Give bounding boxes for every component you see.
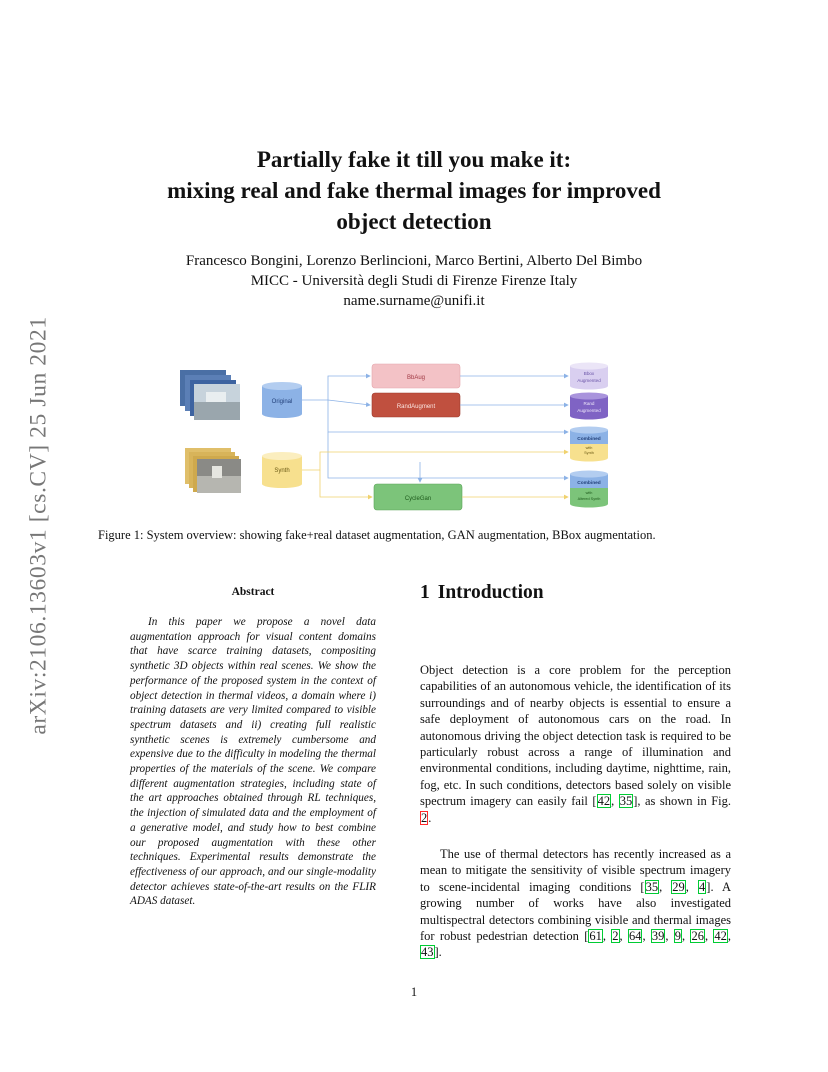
section-heading-introduction (420, 582, 544, 604)
intro-paragraph-2: The use of thermal detectors has recently increased as a mean to mitigate the sensitivity of visible spectrum imagery to scene-incidental imaging conditions [35, 29, 4]. A growing number of works have also investigated multispectral detectors combining visible and thermal images for robust pedestrian detection [61, 2, 64, 39, 9, 26, 42, 43]. (420, 847, 732, 960)
intro-p2-text: The use of thermal detectors has recently increased as a mean to mitigate the sensitivity of visible spectrum imagery to scene-incidental imaging conditions (420, 847, 731, 894)
randaugment-label: RandAugment (396, 404, 436, 410)
citation-group-1: 35, 29, 4 (645, 879, 706, 894)
citation-link[interactable]: 35 (619, 794, 633, 809)
figure-ref-link[interactable]: 2 (421, 810, 428, 825)
title-line-3: object detection (336, 209, 492, 234)
original-connectors (302, 376, 568, 478)
bbaug-box (372, 364, 460, 388)
combined-synth-dataset (570, 427, 608, 462)
citation-link[interactable]: 43 (421, 945, 434, 960)
randaugment-box (372, 393, 460, 417)
citation-link[interactable]: 29 (672, 879, 685, 894)
cyclegan-box (374, 484, 462, 510)
figure-caption: Figure 1: System overview: showing fake+real dataset augmentation, GAN augmentation, BBox augmentation. (98, 528, 656, 542)
combined-altered-dataset (570, 471, 608, 508)
citation-link[interactable]: 42 (714, 929, 727, 944)
original-dataset (262, 382, 302, 418)
title-line-1: Partially fake it till you make it: (256, 147, 572, 172)
abstract-text: In this paper we propose a novel data augmentation approach for visual content domains that have scarce training datasets, compositing synthetic 3D objects within real scenes. We show the performance of the proposed system in the context of object detection in thermal videos, a domain where i) training datasets are very limited compared to visible spectrum datasets and ii) creating full realistic synthetic scenes is extremely cumbersome and expensive due to the difficulty in modeling the thermal properties of the materials of the scene. We compare different augmentation strategies, including state of the art approaches obtained through RL techniques, the injection of simulated data and the employment of a generative model, and study how to best combine our proposed augmentation with these other techniques. Experimental results demonstrate the effectiveness of our approach, and our single-modality detector achieves state-of-the-art results on the FLIR ADAS dataset. (130, 616, 376, 908)
paper-title (100, 144, 728, 237)
citation-group-2: 61, 2, 64, 39, 9, 26, 42, 43 (421, 929, 732, 960)
citation-link[interactable]: 39 (651, 929, 665, 944)
intro-p2-text-b: . A growing number of works have also investigated multispectral detectors combining visible and thermal images for robust pedestrian detection (420, 879, 732, 944)
original-label: Original (271, 399, 293, 405)
citation-link[interactable]: 9 (674, 929, 682, 944)
original-image-stack (180, 370, 240, 420)
bbox-augmented-line1: Bbox (583, 371, 595, 376)
citation-link[interactable]: 42 (597, 794, 611, 809)
bbox-augmented-line2: Augmented (577, 378, 601, 383)
combined-synth-sub1: with (585, 446, 593, 450)
synth-label: Synth (274, 468, 290, 474)
citation-link[interactable]: 35 (645, 879, 659, 894)
intro-p1-text: Object detection is a core problem for the perception capabilities of an autonomous vehicle, the identification of its surroundings and of nearby objects is essential to ensure a safe deployment of autonomous cars on the road. In autonomous driving the object detection task is required to be particularly robust across a range of illumination and environmental conditions, including daytime, nighttime, rain, fog, etc. In such conditions, detectors based solely on visible spectrum imagery can easily fail (420, 663, 731, 809)
section-title: Introduction (437, 582, 544, 603)
bbox-augmented-dataset (570, 363, 608, 390)
intro-paragraph-1: Object detection is a core problem for the perception capabilities of an autonomous vehicle, the identification of its surroundings and of nearby objects is essential to ensure a safe deployment of autonomous cars on the road. In autonomous driving the object detection task is required to be particularly robust across a range of illumination and environmental conditions, including daytime, nighttime, rain, fog, etc. In such conditions, detectors based solely on visible spectrum imagery can easily fail [42, 35], as shown in Fig. 2. (420, 663, 732, 825)
combined-altered-label: Combined (577, 481, 601, 486)
arxiv-stamp-text: arXiv:2106.13603v1 [cs.CV] 25 Jun 2021 (25, 315, 52, 735)
author-affiliation: MICC - Università degli Studi di Firenze Firenze Italy (250, 273, 578, 289)
page-number: 1 (410, 985, 418, 999)
author-block (100, 251, 728, 311)
citation-link[interactable]: 26 (691, 929, 704, 944)
intro-p1-mid: , as shown in Fig. (637, 794, 732, 809)
author-names: Francesco Bongini, Lorenzo Berlincioni, Marco Bertini, Alberto Del Bimbo (185, 253, 643, 269)
system-overview-figure (178, 358, 618, 518)
combined-altered-sub2: Altered Synth (577, 497, 601, 501)
citation-link[interactable]: 4 (699, 879, 706, 894)
synth-image-stack (185, 448, 241, 493)
cyclegan-label: CycleGan (404, 496, 432, 502)
rand-augmented-dataset (570, 393, 608, 420)
combined-synth-label: Combined (577, 437, 601, 442)
title-line-2: mixing real and fake thermal images for improved (167, 178, 661, 203)
rand-augmented-line2: Augmented (577, 408, 601, 413)
author-email: name.surname@unifi.it (343, 293, 485, 309)
abstract-body (130, 615, 376, 909)
citation-link[interactable]: 2 (612, 929, 619, 944)
citation-link[interactable]: 64 (628, 929, 642, 944)
rand-augmented-line1: Rand (583, 401, 595, 406)
abstract-heading: Abstract (231, 586, 275, 598)
synth-dataset (262, 452, 302, 488)
arxiv-stamp (14, 290, 64, 760)
section-number: 1 (420, 582, 430, 603)
citation-link[interactable]: 61 (589, 929, 602, 944)
combined-altered-sub1: with (585, 491, 593, 495)
combined-synth-sub2: Synth (584, 451, 594, 455)
bbaug-label: BbAug (406, 375, 426, 381)
